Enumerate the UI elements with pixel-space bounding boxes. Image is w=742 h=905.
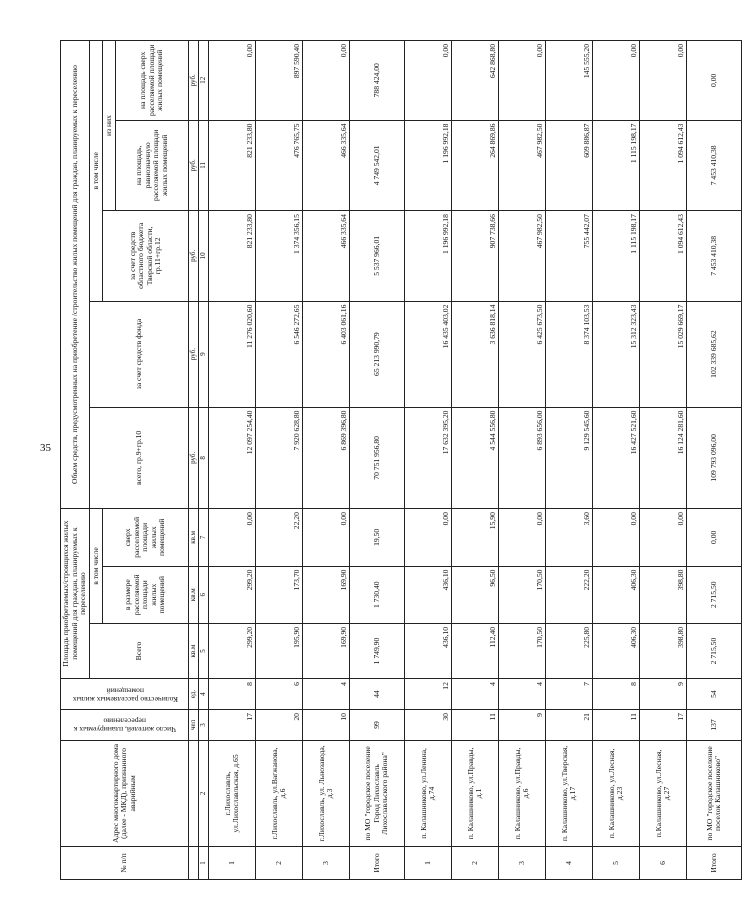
row-funds-total: 17 632 395,20 (405, 407, 452, 509)
unit-cell: кв.м (189, 623, 199, 678)
col-index-cell: 9 (199, 301, 209, 407)
row-rooms: 8 (209, 679, 256, 710)
row-funds-equal: 467 982,50 (499, 120, 546, 211)
row-funds-equal: 264 869,86 (452, 120, 499, 211)
row-funds-fund: 15 029 669,17 (640, 301, 687, 407)
row-area-total: 112,40 (452, 623, 499, 678)
row-funds-fund: 8 374 103,53 (546, 301, 593, 407)
table-row (209, 41, 256, 880)
row-area-total: 398,80 (640, 623, 687, 678)
unit-cell: кв.м (189, 509, 199, 566)
row-funds-regional: 467 982,50 (499, 211, 546, 302)
row-address: по МО "городское поселение Город Лихославль Лихославльского района" (350, 740, 405, 846)
row-funds-fund: 16 435 403,02 (405, 301, 452, 407)
row-residents: 17 (209, 710, 256, 741)
row-residents: 137 (687, 710, 742, 741)
row-area-total: 299,20 (209, 623, 256, 678)
row-funds-regional: 466 335,64 (303, 211, 350, 302)
header-funds-of-which: из них (103, 41, 116, 211)
row-address: г.Лихославль, ул. Льнозавода, д.3 (303, 740, 350, 846)
row-area-within: 436,10 (405, 566, 452, 623)
row-no: 2 (452, 846, 499, 879)
table-row (405, 41, 452, 880)
col-index-cell: 5 (199, 623, 209, 678)
row-area-over: 19,50 (350, 509, 405, 566)
row-residents: 99 (350, 710, 405, 741)
row-area-within: 406,30 (593, 566, 640, 623)
row-address: п. Калашниково, ул.Правды, д.6 (499, 740, 546, 846)
unit-cell: руб. (189, 120, 199, 211)
header-funds-regional: за счет средств областного бюджета Тверской области, гр.11+гр.12 (103, 211, 189, 302)
row-area-within: 1 730,40 (350, 566, 405, 623)
row-area-within: 170,50 (499, 566, 546, 623)
row-residents: 10 (303, 710, 350, 741)
table-row-total (350, 41, 405, 880)
row-funds-fund: 102 339 685,62 (687, 301, 742, 407)
row-address: г.Лихославль, ул.Лихославльская, д.65 (209, 740, 256, 846)
row-address: п.Калашниково, ул.Лесная, д.27 (640, 740, 687, 846)
row-funds-fund: 6 403 061,16 (303, 301, 350, 407)
row-funds-fund: 65 213 990,79 (350, 301, 405, 407)
row-no: Итого (350, 846, 405, 879)
row-area-over: 0,00 (499, 509, 546, 566)
row-funds-fund: 15 312 323,43 (593, 301, 640, 407)
row-funds-total: 12 097 254,40 (209, 407, 256, 509)
row-no: 3 (303, 846, 350, 879)
row-area-within: 398,80 (640, 566, 687, 623)
units-empty-1 (189, 846, 199, 879)
table-row (546, 41, 593, 880)
row-area-over: 0,00 (209, 509, 256, 566)
row-rooms: 4 (499, 679, 546, 710)
row-area-over: 0,00 (687, 509, 742, 566)
header-area-incl: в том числе (90, 509, 103, 624)
rotated-table-container (60, 40, 722, 880)
header-residents-cell (61, 710, 189, 741)
row-no: 3 (499, 846, 546, 879)
row-area-total: 406,30 (593, 623, 640, 678)
row-area-within: 169,90 (303, 566, 350, 623)
row-funds-total: 7 920 628,80 (256, 407, 303, 509)
row-rooms: 44 (350, 679, 405, 710)
row-funds-regional: 821 233,80 (209, 211, 256, 302)
row-residents: 11 (593, 710, 640, 741)
table-row (303, 41, 350, 880)
row-funds-fund: 6 425 673,50 (499, 301, 546, 407)
row-funds-total: 109 793 096,00 (687, 407, 742, 509)
row-funds-regional: 755 442,07 (546, 211, 593, 302)
row-no: Итого (687, 846, 742, 879)
row-no: 1 (209, 846, 256, 879)
row-residents: 21 (546, 710, 593, 741)
row-funds-total: 70 751 956,80 (350, 407, 405, 509)
header-rooms-cell (61, 679, 189, 710)
row-area-within: 299,20 (209, 566, 256, 623)
header-area-over: сверх расселяемой площади жилых помещений (103, 509, 189, 566)
row-area-total: 2 715,50 (687, 623, 742, 678)
row-address: п. Калашниково, ул.Тверская, д.17 (546, 740, 593, 846)
row-funds-excess: 897 590,40 (256, 41, 303, 121)
row-funds-excess: 145 555,20 (546, 41, 593, 121)
row-funds-excess: 0,00 (687, 41, 742, 121)
unit-cell: руб. (189, 211, 199, 302)
row-funds-excess: 0,00 (499, 41, 546, 121)
header-no: № п/п (61, 846, 189, 879)
row-funds-regional: 1 374 356,15 (256, 211, 303, 302)
row-area-within: 222,20 (546, 566, 593, 623)
unit-cell: руб. (189, 301, 199, 407)
row-no: 6 (640, 846, 687, 879)
units-empty-2 (189, 740, 199, 846)
row-no: 2 (256, 846, 303, 879)
row-funds-regional: 7 453 410,38 (687, 211, 742, 302)
row-funds-fund: 11 276 020,60 (209, 301, 256, 407)
header-funds-excess: на площадь сверх расселяемой площади жилых помещений (116, 41, 189, 121)
header-area-within: в размере расселяемой площади жилых помещений (103, 566, 189, 623)
row-funds-equal: 821 233,80 (209, 120, 256, 211)
row-rooms: 4 (303, 679, 350, 710)
row-area-over: 0,00 (405, 509, 452, 566)
row-rooms: 4 (452, 679, 499, 710)
col-index-cell: 6 (199, 566, 209, 623)
row-funds-regional: 907 738,66 (452, 211, 499, 302)
col-index-cell: 1 (199, 846, 209, 879)
row-funds-equal: 466 335,64 (303, 120, 350, 211)
row-area-total: 169,90 (303, 623, 350, 678)
col-index-cell: 12 (199, 41, 209, 121)
row-funds-total: 16 124 281,60 (640, 407, 687, 509)
table-row (593, 41, 640, 880)
row-residents: 11 (452, 710, 499, 741)
row-area-over: 15,90 (452, 509, 499, 566)
row-funds-excess: 0,00 (303, 41, 350, 121)
unit-cell: руб. (189, 407, 199, 509)
header-rooms: Количество расселяемых жилых помещений (71, 686, 178, 704)
row-residents: 20 (256, 710, 303, 741)
header-address: Адрес многоквартирного дома (далее - МКД), признанного аварийным (61, 740, 189, 846)
row-area-total: 225,80 (546, 623, 593, 678)
row-funds-total: 6 869 396,80 (303, 407, 350, 509)
row-funds-total: 9 129 545,60 (546, 407, 593, 509)
row-no: 5 (593, 846, 640, 879)
row-funds-excess: 0,00 (593, 41, 640, 121)
unit-cell: руб. (189, 41, 199, 121)
row-funds-total: 6 893 656,00 (499, 407, 546, 509)
row-rooms: 12 (405, 679, 452, 710)
col-index-cell: 8 (199, 407, 209, 509)
row-funds-regional: 1 115 198,17 (593, 211, 640, 302)
col-index-cell: 7 (199, 509, 209, 566)
row-funds-equal: 609 886,87 (546, 120, 593, 211)
row-funds-equal: 1 196 992,18 (405, 120, 452, 211)
row-funds-equal: 7 453 410,38 (687, 120, 742, 211)
row-rooms: 6 (256, 679, 303, 710)
row-area-total: 436,10 (405, 623, 452, 678)
row-area-within: 96,50 (452, 566, 499, 623)
row-address: по МО "городское поселение поселок Калашниково" (687, 740, 742, 846)
page-number: 35 (40, 442, 51, 454)
row-no: 4 (546, 846, 593, 879)
row-funds-total: 4 544 556,80 (452, 407, 499, 509)
table-row (452, 41, 499, 880)
row-rooms: 9 (640, 679, 687, 710)
row-funds-fund: 6 546 272,65 (256, 301, 303, 407)
table-row (499, 41, 546, 880)
row-address: п. Калашниково, ул.Ленина, д.74 (405, 740, 452, 846)
row-area-total: 195,90 (256, 623, 303, 678)
unit-cell: кв.м (189, 566, 199, 623)
row-funds-excess: 0,00 (405, 41, 452, 121)
header-residents: Число жителей, планируемых к переселению (73, 716, 176, 735)
row-funds-regional: 5 537 966,01 (350, 211, 405, 302)
table-row-total (687, 41, 742, 880)
row-rooms: 8 (593, 679, 640, 710)
table-row (640, 41, 687, 880)
col-index-cell: 4 (199, 679, 209, 710)
row-funds-regional: 1 196 992,18 (405, 211, 452, 302)
header-funds-equal: на площадь, равнозначную расселяемой площади жилых помещений (116, 120, 189, 211)
row-area-over: 0,00 (593, 509, 640, 566)
row-area-within: 2 715,50 (687, 566, 742, 623)
row-funds-fund: 3 636 818,14 (452, 301, 499, 407)
header-funds-incl: в том числе (90, 41, 103, 302)
row-rooms: 7 (546, 679, 593, 710)
row-funds-equal: 4 749 542,01 (350, 120, 405, 211)
row-address: г.Лихославль, ул.Вагжанова, д.6 (256, 740, 303, 846)
row-area-over: 3,60 (546, 509, 593, 566)
row-funds-excess: 788 424,00 (350, 41, 405, 121)
resettlement-table (60, 40, 742, 880)
row-funds-excess: 0,00 (640, 41, 687, 121)
col-index-cell: 3 (199, 710, 209, 741)
row-residents: 30 (405, 710, 452, 741)
row-funds-regional: 1 094 612,43 (640, 211, 687, 302)
header-funds-fund: за счет средств фонда (90, 301, 189, 407)
col-index-cell: 10 (199, 211, 209, 302)
row-residents: 9 (499, 710, 546, 741)
row-area-over: 0,00 (640, 509, 687, 566)
row-address: п. Калашниково, ул.Правды, д.1 (452, 740, 499, 846)
row-funds-total: 16 427 521,60 (593, 407, 640, 509)
row-area-total: 1 749,90 (350, 623, 405, 678)
unit-cell: ед. (189, 679, 199, 710)
row-residents: 17 (640, 710, 687, 741)
row-funds-equal: 1 115 198,17 (593, 120, 640, 211)
row-address: п. Калашниково, ул.Лесная, д.23 (593, 740, 640, 846)
table-row (256, 41, 303, 880)
col-index-cell: 11 (199, 120, 209, 211)
row-area-within: 173,70 (256, 566, 303, 623)
row-no: 1 (405, 846, 452, 879)
row-area-over: 22,20 (256, 509, 303, 566)
header-area-total: Всего (90, 623, 189, 678)
row-rooms: 54 (687, 679, 742, 710)
header-funds-group: Объем средств, предусмотренных на приобретение /строительство жилых помещений для граждан, планируемых к переселению (61, 41, 90, 509)
row-funds-excess: 0,00 (209, 41, 256, 121)
row-funds-equal: 476 765,75 (256, 120, 303, 211)
row-funds-equal: 1 094 612,43 (640, 120, 687, 211)
header-area-group: Площадь приобретаемых/строящихся жилых помещений для граждан, планируемых к переселению (61, 509, 90, 679)
unit-cell: чел (189, 710, 199, 741)
row-area-total: 170,50 (499, 623, 546, 678)
row-area-over: 0,00 (303, 509, 350, 566)
header-funds-total: всего, гр.9+гр.10 (90, 407, 189, 509)
row-funds-excess: 642 868,80 (452, 41, 499, 121)
col-index-cell: 2 (199, 740, 209, 846)
